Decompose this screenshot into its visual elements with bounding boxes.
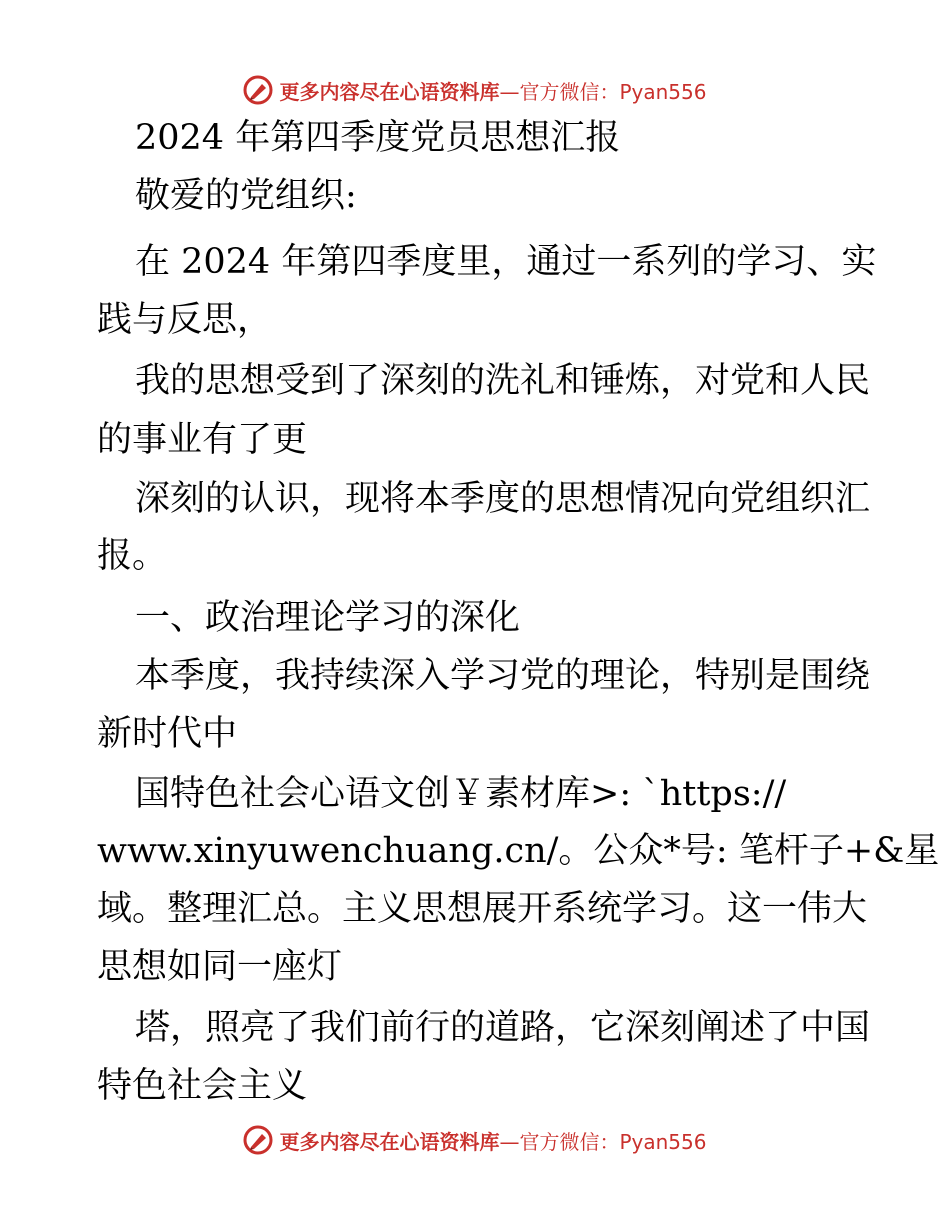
paragraph-line: 报。 <box>97 536 168 576</box>
paragraph-line: 域。整理汇总。主义思想展开系统学习。这一伟大 <box>97 889 868 929</box>
banner-main-text: 更多内容尽在心语资料库 <box>279 79 500 104</box>
footer-watermark-banner <box>0 1120 950 1160</box>
paragraph-line: 践与反思， <box>97 300 273 340</box>
paragraph-line: 深刻的认识，现将本季度的思想情况向党组织汇 <box>135 479 871 519</box>
paragraph-line: 我的思想受到了深刻的洗礼和锤炼，对党和人民 <box>135 361 871 401</box>
banner-wechat-text: —官方微信：Pyan556 <box>499 79 707 104</box>
salutation: 敬爱的党组织: <box>135 176 357 216</box>
paragraph-line: www.xinyuwenchuang.cn/。公众*号: 笔杆子+&星 <box>97 831 940 871</box>
paragraph-line: 国特色社会心语文创￥素材库>: `https:// <box>135 774 787 814</box>
paragraph-line: 塔，照亮了我们前行的道路，它深刻阐述了中国 <box>135 1008 871 1048</box>
banner-main-text: 更多内容尽在心语资料库 <box>279 1129 500 1154</box>
paragraph-line: 本季度，我持续深入学习党的理论，特别是围绕 <box>135 656 871 696</box>
header-watermark-banner <box>0 70 950 110</box>
paragraph-line: 思想如同一座灯 <box>97 947 343 987</box>
paragraph-line: 在 2024 年第四季度里，通过一系列的学习、实 <box>135 242 877 282</box>
document-title: 2024 年第四季度党员思想汇报 <box>135 118 621 158</box>
paragraph-line: 新时代中 <box>97 714 238 754</box>
pen-nib-logo-icon <box>243 1125 273 1155</box>
pen-nib-logo-icon <box>243 75 273 105</box>
banner-wechat-text: —官方微信：Pyan556 <box>499 1129 707 1154</box>
paragraph-line: 特色社会主义 <box>97 1066 308 1106</box>
paragraph-line: 的事业有了更 <box>97 420 308 460</box>
section-heading: 一、政治理论学习的深化 <box>135 598 521 638</box>
